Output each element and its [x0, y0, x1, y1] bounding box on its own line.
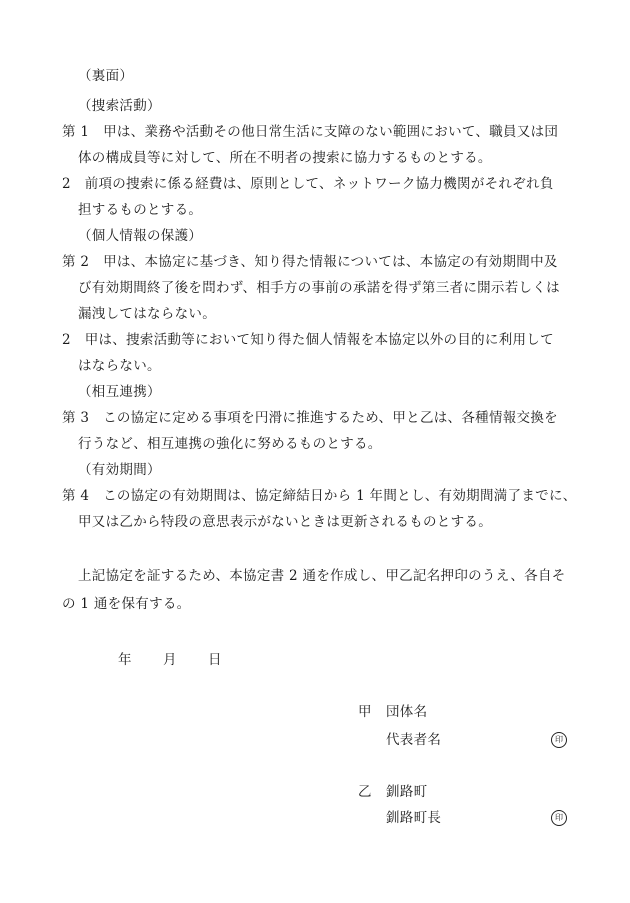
date-day: 日	[208, 652, 222, 668]
party-b-seal-icon: 印	[551, 810, 567, 826]
closing-line-2: の 1 通を保有する。	[62, 596, 191, 612]
article-2-line-3: 漏洩してはならない。	[78, 306, 216, 322]
date-month: 月	[163, 652, 177, 668]
party-b-mark: 乙	[358, 784, 372, 800]
closing-line-1: 上記協定を証するため、本協定書 2 通を作成し、甲乙記名押印のうえ、各自そ	[78, 568, 566, 584]
article-2-line-2: び有効期間終了後を問わず、相手方の事前の承諾を得ず第三者に開示若しくは	[78, 280, 560, 296]
party-a-org-label: 団体名	[386, 704, 428, 720]
heading-term: （有効期間）	[78, 462, 161, 478]
article-3-line-2: 行うなど、相互連携の強化に努めるものとする。	[78, 436, 382, 452]
article-1-line-2: 体の構成員等に対して、所在不明者の捜索に協力するものとする。	[78, 150, 492, 166]
date-year: 年	[118, 652, 132, 668]
party-a-rep-label: 代表者名	[386, 732, 442, 748]
heading-cooperation: （相互連携）	[78, 384, 161, 400]
heading-search-activities: （捜索活動）	[78, 98, 161, 114]
article-3-line-1: 第 3 この協定に定める事項を円滑に推進するため、甲と乙は、各種情報交換を	[62, 410, 558, 426]
article-2-line-1: 第 2 甲は、本協定に基づき、知り得た情報については、本協定の有効期間中及	[62, 254, 558, 270]
article-4-line-2: 甲又は乙から特段の意思表示がないときは更新されるものとする。	[78, 514, 492, 530]
party-b-org: 釧路町	[386, 784, 428, 800]
article-1-para-2-line-1: 2 前項の捜索に係る経費は、原則として、ネットワーク協力機関がそれぞれ負	[62, 176, 554, 192]
heading-privacy: （個人情報の保護）	[78, 228, 203, 244]
party-b-rep: 釧路町長	[386, 810, 442, 826]
article-2-para-2-line-2: はならない。	[78, 358, 161, 374]
date-row	[118, 650, 222, 670]
back-label: （裏面）	[78, 68, 134, 84]
article-1-para-2-line-2: 担するものとする。	[78, 202, 203, 218]
article-4-line-1: 第 4 この協定の有効期間は、協定締結日から 1 年間とし、有効期間満了までに、	[62, 488, 577, 504]
article-1-line-1: 第 1 甲は、業務や活動その他日常生活に支障のない範囲において、職員又は団	[62, 124, 559, 140]
article-2-para-2-line-1: 2 甲は、捜索活動等において知り得た個人情報を本協定以外の目的に利用して	[62, 332, 554, 348]
party-a-seal-icon: 印	[551, 732, 567, 748]
party-a-mark: 甲	[358, 704, 372, 720]
